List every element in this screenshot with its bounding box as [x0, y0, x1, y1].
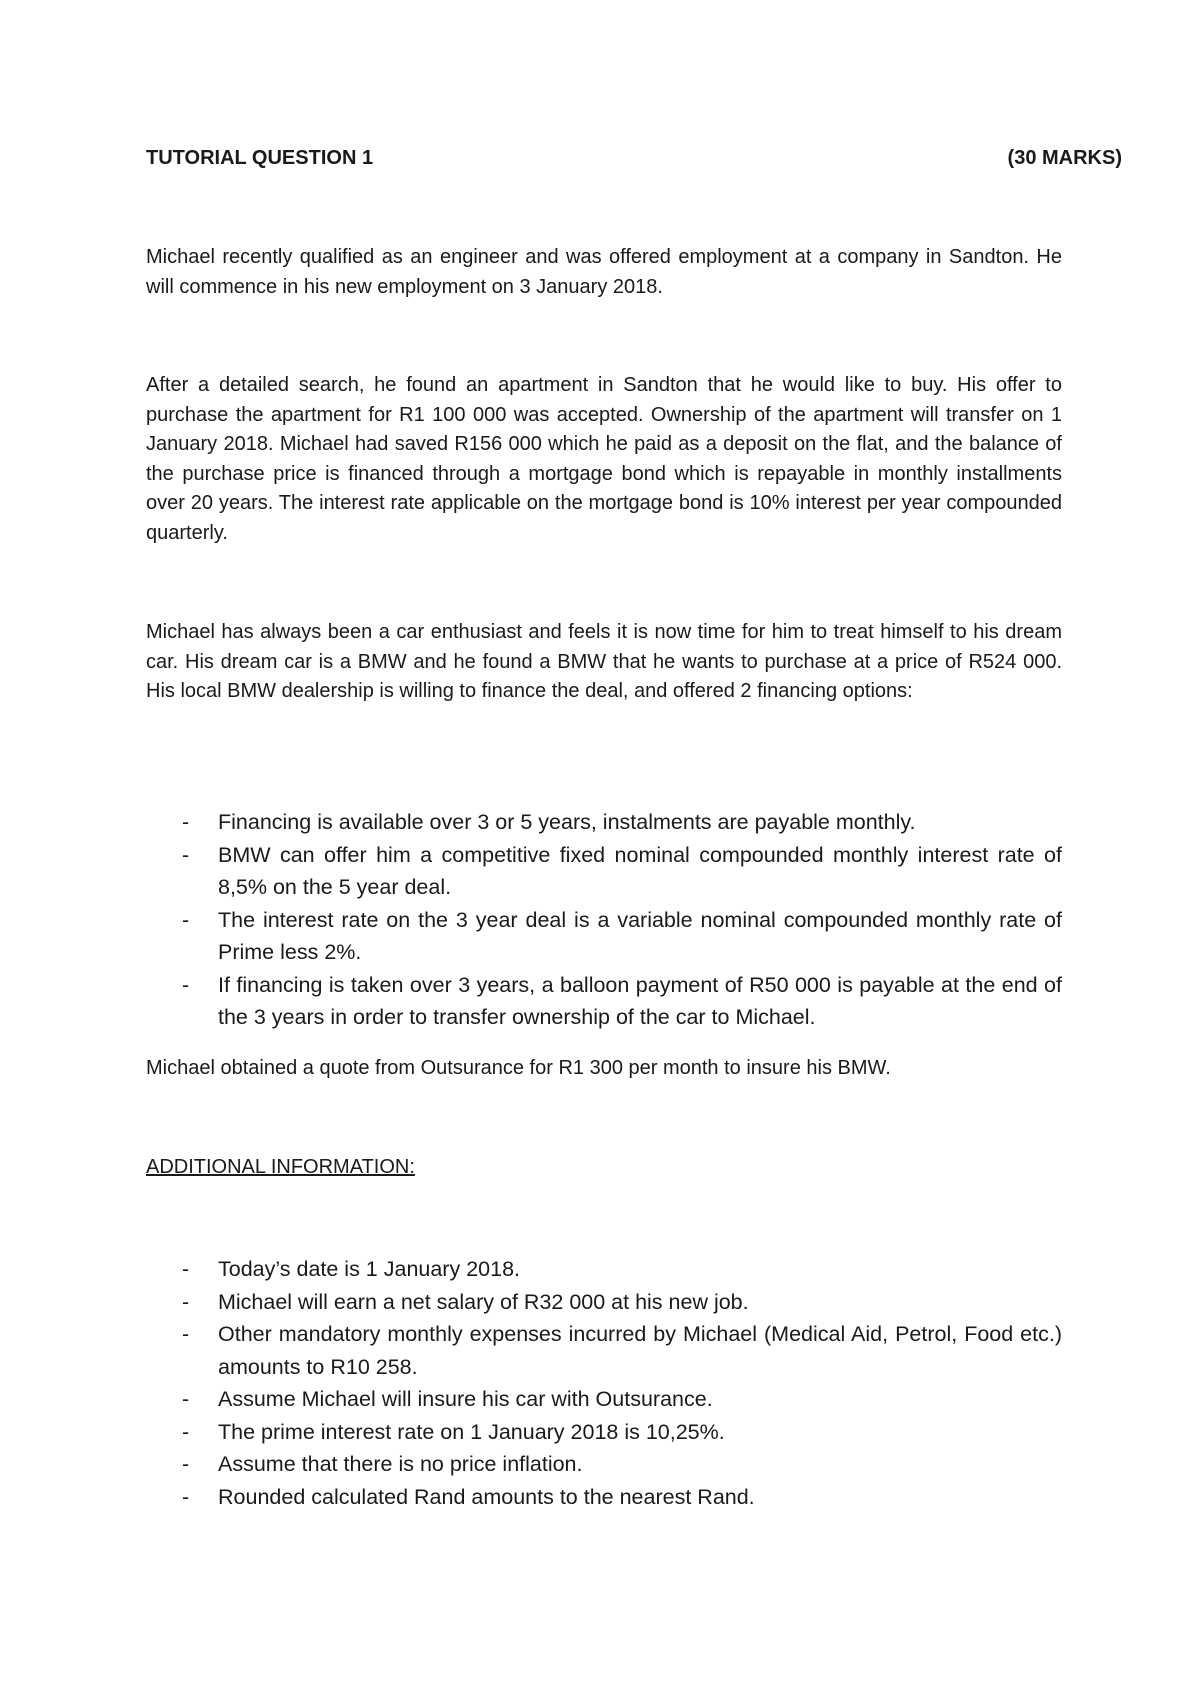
question-title: TUTORIAL QUESTION 1 [146, 147, 374, 169]
list-item [146, 1318, 1062, 1383]
list-item-text: BMW can offer him a competitive fixed nominal compounded monthly interest rate of 8,5% on the 5 year deal. [218, 842, 1062, 899]
bullet-dash: - [182, 907, 190, 932]
question-heading [146, 146, 1122, 170]
list-item-text: Other mandatory monthly expenses incurred by Michael (Medical Aid, Petrol, Food etc.) amounts to R10 258. [218, 1322, 1062, 1379]
question-marks: (30 MARKS) [1007, 147, 1122, 169]
list-item [146, 806, 1062, 839]
bullet-dash: - [182, 1419, 190, 1444]
list-item-text: The prime interest rate on 1 January 2018 is 10,25%. [218, 1419, 725, 1444]
bullet-dash: - [182, 1289, 190, 1314]
additional-information-list [146, 1253, 1062, 1513]
list-item-text: If financing is taken over 3 years, a balloon payment of R50 000 is payable at the end of the 3 years in order to transfer ownership of the car to Michael. [218, 972, 1062, 1029]
list-item [146, 839, 1062, 904]
financing-options-list [146, 806, 1062, 1034]
bullet-dash: - [182, 1484, 190, 1509]
bullet-dash: - [182, 810, 190, 834]
list-item-text: Rounded calculated Rand amounts to the nearest Rand. [218, 1484, 755, 1509]
list-item-text: Assume Michael will insure his car with Outsurance. [218, 1387, 713, 1411]
bullet-dash: - [182, 972, 190, 997]
list-item [146, 904, 1062, 969]
bullet-dash: - [182, 1322, 190, 1346]
bullet-dash: - [182, 842, 190, 867]
list-item-text: The interest rate on the 3 year deal is a variable nominal compounded monthly rate of Prime less 2%. [218, 907, 1062, 964]
insurance-note: Michael obtained a quote from Outsurance for R1 300 per month to insure his BMW. [146, 1057, 891, 1079]
list-item-text: Assume that there is no price inflation. [218, 1452, 583, 1476]
bullet-dash: - [182, 1387, 190, 1411]
list-item-text: Today’s date is 1 January 2018. [218, 1257, 520, 1281]
list-item [146, 1383, 1062, 1416]
list-item [146, 1481, 1062, 1514]
list-item-text: Financing is available over 3 or 5 years, instalments are payable monthly. [218, 810, 916, 834]
additional-information-heading: ADDITIONAL INFORMATION: [146, 1156, 415, 1178]
bullet-dash: - [182, 1452, 190, 1476]
list-item [146, 969, 1062, 1034]
list-item [146, 1253, 1062, 1286]
bullet-dash: - [182, 1257, 190, 1281]
paragraph-employment: Michael recently qualified as an engineer and was offered employment at a company in Sandton. He will commence in his new employment on 3 January 2018. [146, 246, 1062, 298]
list-item-text: Michael will earn a net salary of R32 000 at his new job. [218, 1289, 749, 1314]
list-item [146, 1286, 1062, 1319]
list-item [146, 1416, 1062, 1449]
paragraph-apartment: After a detailed search, he found an apartment in Sandton that he would like to buy. His offer to purchase the apartment for R1 100 000 was accepted. Ownership of the apartment will transfer on 1 January 2018. Michael had saved R156 000 which he paid as a deposit on the flat, and the balance of the purchase price is financed through a mortgage bond which is repayable in monthly installments over 20 years. The interest rate applicable on the mortgage bond is 10% interest per year compounded quarterly. [146, 374, 1062, 544]
paragraph-car: Michael has always been a car enthusiast and feels it is now time for him to treat himself to his dream car. His dream car is a BMW and he found a BMW that he wants to purchase at a price of R524 000. His local BMW dealership is willing to finance the deal, and offered 2 financing options: [146, 621, 1062, 702]
list-item [146, 1448, 1062, 1481]
